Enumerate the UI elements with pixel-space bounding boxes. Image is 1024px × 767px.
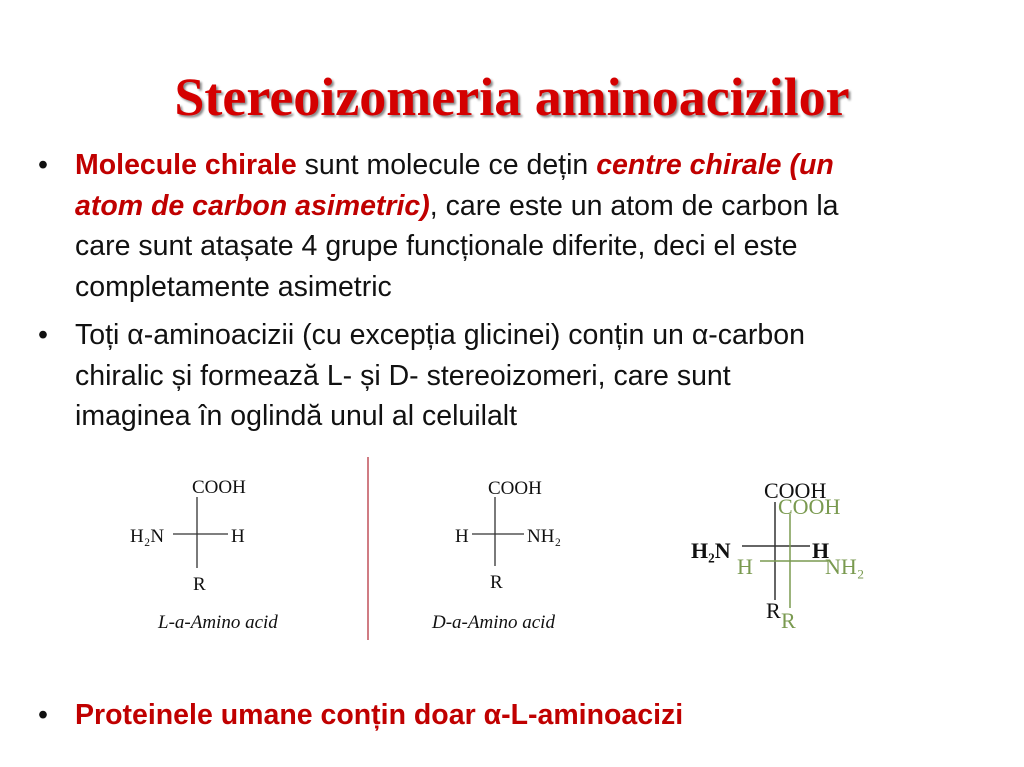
text: chiralic și formează L- și D- stereoizomeri, care sunt — [75, 359, 731, 392]
overlay-green-left: H — [737, 554, 753, 579]
d-right-group: NH₂ — [527, 526, 562, 547]
d-left-group: H — [455, 526, 469, 547]
bullet-dot: • — [38, 149, 48, 181]
l-caption: L-a-Amino acid — [158, 612, 278, 633]
d-amino-acid-structure — [431, 478, 561, 633]
overlay-black-top: COOH — [764, 478, 827, 503]
conclusion-text: Proteinele umane conțin doar α-L-aminoacizi — [75, 699, 684, 731]
term-chiral-molecules: Molecule chirale — [75, 149, 297, 181]
text: completamente asimetric — [75, 270, 392, 303]
l-amino-acid-structure — [130, 477, 278, 633]
term-chiral-centers: centre chirale (un — [596, 149, 834, 181]
overlay-green-bottom: R — [781, 608, 796, 633]
overlay-black-left: H₂N — [691, 538, 731, 563]
text: , care este un atom de carbon la — [429, 189, 839, 222]
overlay-green-structure — [737, 494, 864, 633]
l-left-group: H₂N — [130, 526, 165, 547]
text: sunt molecule ce dețin — [296, 149, 597, 181]
overlay-black-right: H — [812, 538, 830, 563]
bullet-dot: • — [38, 699, 48, 731]
text: Toți α-aminoacizii (cu excepția glicinei) conțin un α-carbon — [75, 319, 805, 351]
l-top-group: COOH — [192, 477, 246, 498]
d-caption: D-a-Amino acid — [432, 612, 555, 633]
text: care sunt atașate 4 grupe funcționale diferite, deci el este — [75, 230, 798, 262]
term-chiral-centers-cont: atom de carbon asimetric) — [75, 189, 430, 222]
overlay-green-right: NH₂ — [825, 554, 865, 579]
d-top-group: COOH — [488, 478, 542, 499]
d-bottom-group: R — [490, 572, 503, 593]
l-bottom-group: R — [193, 574, 206, 595]
bullet-dot: • — [38, 319, 48, 351]
overlay-green-top: COOH — [778, 494, 841, 519]
text: imaginea în oglindă unul al celuilalt — [75, 400, 518, 432]
bullet-human-proteins — [38, 695, 683, 736]
overlay-black-bottom: R — [766, 598, 781, 623]
slide-title: Stereoizomeria aminoacizilor — [174, 67, 850, 127]
l-right-group: H — [231, 526, 245, 547]
